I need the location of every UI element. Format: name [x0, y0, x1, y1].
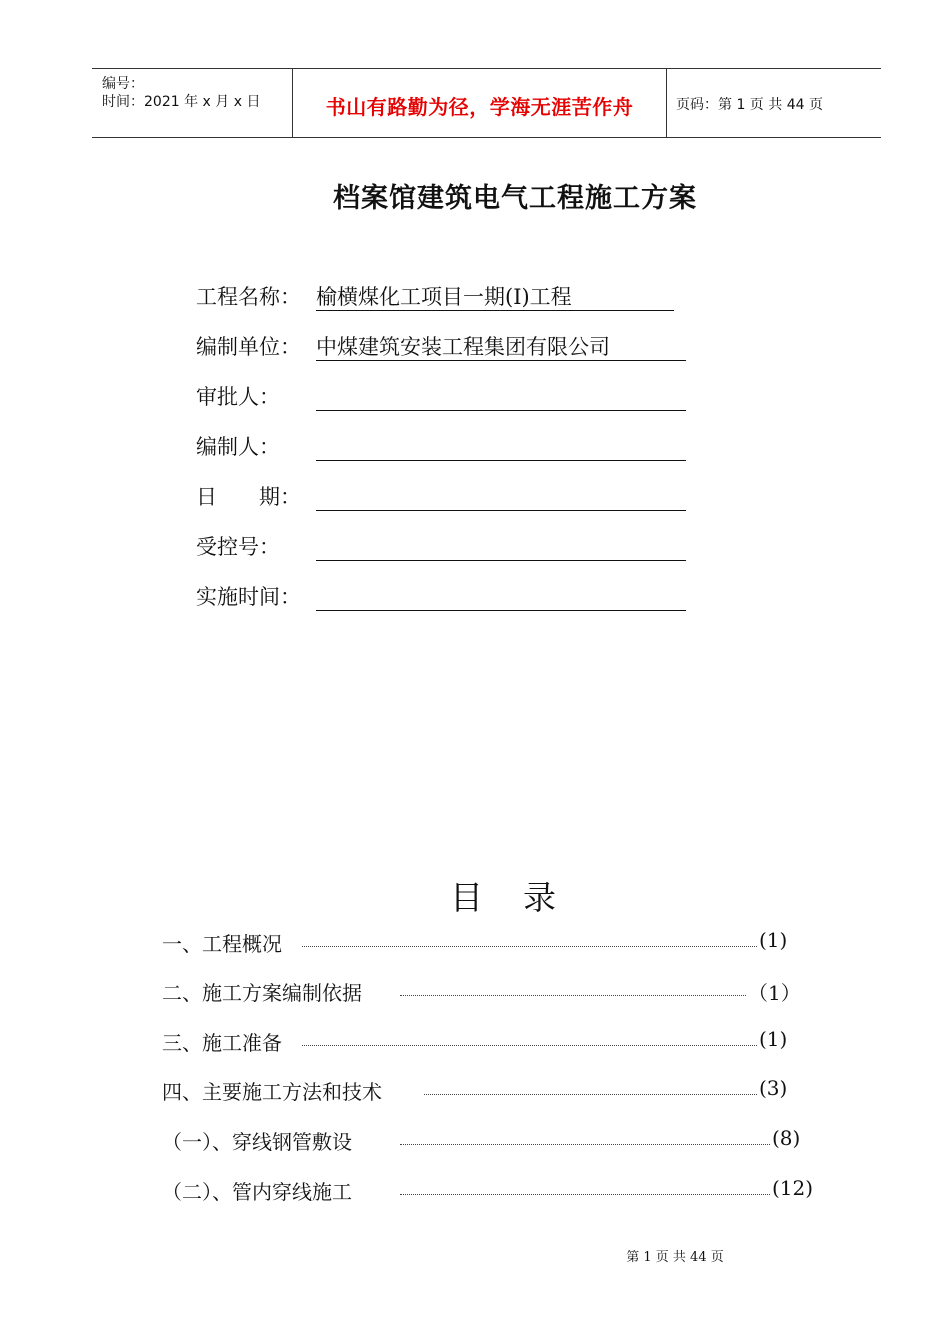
number-label: 编号： [102, 76, 144, 92]
field-underline [316, 360, 686, 361]
field-underline [316, 410, 686, 411]
toc-leader [302, 946, 757, 947]
toc-leader [400, 995, 746, 996]
toc-entry-text: 三、施工准备 [162, 1027, 282, 1056]
page-footer: 第 1 页 共 44 页 [626, 1250, 724, 1265]
field-underline [316, 610, 686, 611]
toc-entry-page: (12) [772, 1176, 814, 1200]
toc-entry-text: 二、施工方案编制依据 [162, 977, 362, 1006]
field-label: 实施时间： [196, 585, 301, 609]
toc-entry-text: 一、工程概况 [162, 928, 282, 957]
field-label: 受控号： [196, 535, 280, 559]
toc-entry-page: (1) [759, 928, 788, 952]
field-underline [316, 560, 686, 561]
header-right-cell [666, 69, 881, 137]
toc-entry[interactable] [162, 1176, 822, 1204]
toc-entry[interactable] [162, 1126, 812, 1154]
time-label: 时间：2021 年 x 月 x 日 [102, 94, 261, 110]
toc-entry-page: (1) [759, 1027, 788, 1051]
toc-entry[interactable] [162, 1027, 802, 1055]
document-title: 档案馆建筑电气工程施工方案 [333, 183, 697, 214]
toc-leader [302, 1045, 757, 1046]
page-header [92, 68, 881, 138]
toc-entry[interactable] [162, 1076, 802, 1104]
toc-entry-page: (3) [759, 1076, 788, 1100]
toc-entry-page: (8) [772, 1126, 801, 1150]
page-info: 页码：第 1 页 共 44 页 [676, 97, 823, 113]
field-value: 中煤建筑安装工程集团有限公司 [316, 335, 610, 359]
toc-entry[interactable] [162, 928, 802, 956]
toc-entry-text: （一）、穿线钢管敷设 [162, 1126, 352, 1155]
toc-leader [424, 1094, 757, 1095]
header-middle-cell [292, 69, 667, 137]
field-label: 编制人： [196, 435, 280, 459]
toc-entry-text: 四、主要施工方法和技术 [162, 1076, 382, 1105]
toc-entry[interactable] [162, 977, 802, 1005]
field-label: 工程名称： [196, 285, 301, 309]
field-label: 审批人： [196, 385, 280, 409]
toc-entry-page: （1） [748, 981, 801, 1005]
toc-title: 目录 [450, 878, 596, 917]
field-value: 榆横煤化工项目一期(I)工程 [316, 285, 572, 309]
field-label: 编制单位： [196, 335, 301, 359]
toc-entry-text: （二）、管内穿线施工 [162, 1176, 352, 1205]
field-underline [316, 310, 674, 311]
toc-leader [400, 1144, 770, 1145]
header-left-cell [92, 69, 292, 137]
field-label: 日 期： [196, 485, 301, 509]
header-motto: 书山有路勤为径，学海无涯苦作舟 [325, 95, 634, 119]
toc-leader [400, 1194, 770, 1195]
field-underline [316, 510, 686, 511]
field-underline [316, 460, 686, 461]
